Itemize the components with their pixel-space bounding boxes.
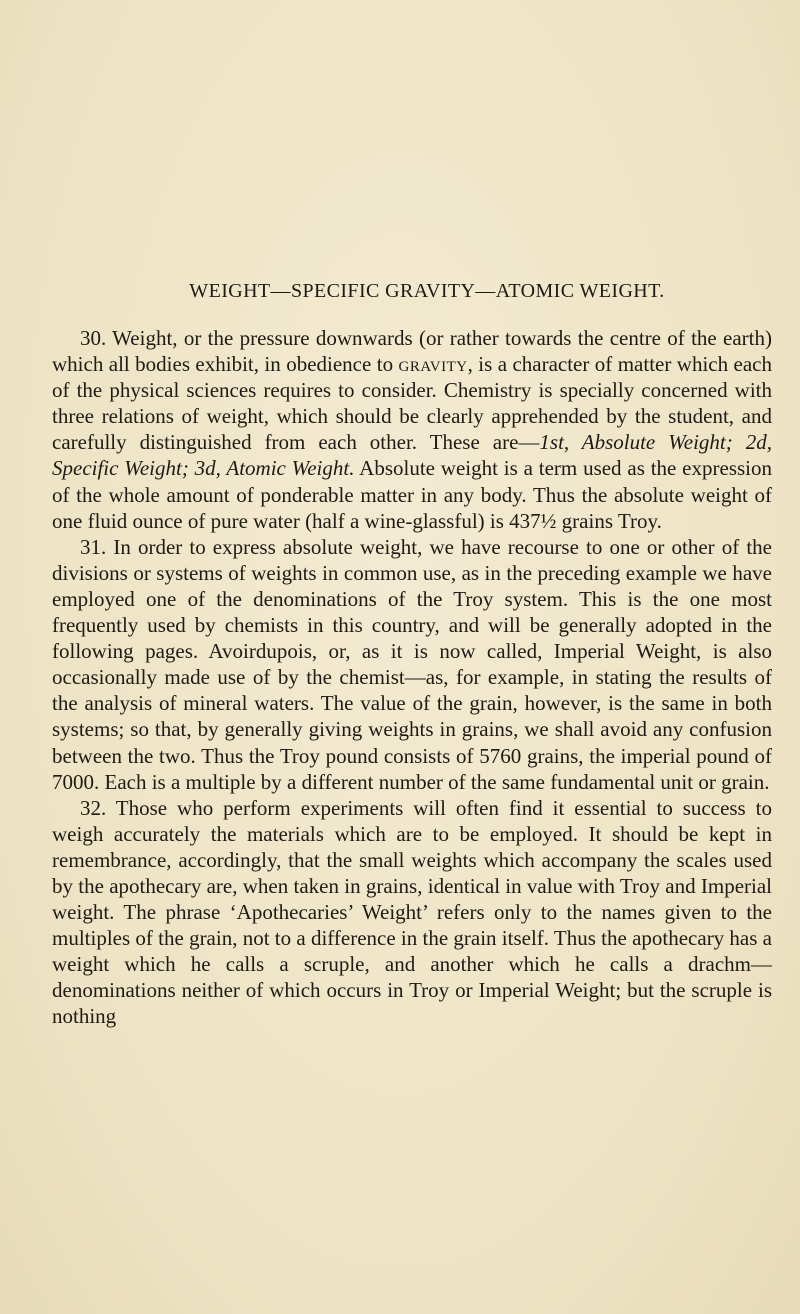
book-page [52, 280, 772, 1030]
paragraph-text: , is a character of matter which each of the physical sciences requires to consider. Chemistry is specially concerned with three relations of weight, which should be clearly apprehended by the student, and carefully distinguished from each other. These are— [52, 352, 773, 455]
paragraph-30 [52, 325, 772, 534]
paragraph-31 [52, 534, 772, 795]
italic-term: Atomic Weight. [220, 456, 355, 481]
ordinal: 3d, [194, 456, 221, 481]
paragraph-32 [52, 795, 772, 1030]
small-caps-term: gravity [398, 352, 468, 377]
paragraph-number: 30. [80, 326, 107, 350]
paragraph-text: In order to express absolute weight, we have recourse to one or other of the divisions or systems of weights in common use, as in the preceding example we have employed one of the denominations of the Troy system. This is the one most frequently used by chemists in this country, and will be generally adopted in the following pages. Avoirdupois, or, as it is now called, Imperial Weight, is also occasionally made use of by the chemist—as, for example, in stating the results of the analysis of mineral waters. The value of the grain, however, is the same in both systems; so that, by generally giving weights in grains, we shall avoid any confusion between the two. Thus the Troy pound consists of 5760 grains, the imperial pound of 7000. Each is a multiple by a different number of the same fundamental unit or grain. [52, 534, 772, 794]
running-head: WEIGHT—SPECIFIC GRAVITY—ATOMIC WEIGHT. [189, 280, 665, 302]
paragraph-number: 32. [80, 795, 107, 820]
paragraph-number: 31. [80, 534, 107, 559]
ordinal: 1st, [539, 430, 570, 455]
paragraph-text: Those who perform experiments will often find it essential to success to weigh accurately the materials which are to be employed. It should be kept in remembrance, accordingly, that the small weights which accompany the scales used by the apothecary are, when taken in grains, identical in value with Troy and Imperial weight. The phrase ‘Apothecaries’ Weight’ refers only to the names given to the multiples of the grain, not to a difference in the grain itself. Thus the apothecary has a weight which he calls a scruple, and another which he calls a drachm—denominations neither of which occurs in Troy or Imperial Weight; but the scruple is nothing [52, 795, 772, 1029]
ordinal: 2d, [745, 430, 772, 455]
paragraph-text: Absolute weight is a term used as the expression of the whole amount of ponderable matter in any body. Thus the absolute weight of one fluid ounce of pure water (half a wine-glassful) is 437½ grains Troy. [52, 456, 772, 533]
paragraph-text: Weight, or the pressure downwards (or rather towards the centre of the earth) which all bodies exhibit, in obedience to [52, 326, 772, 377]
italic-term: Specific Weight; [52, 456, 195, 481]
italic-term: Absolute Weight; [569, 430, 746, 455]
